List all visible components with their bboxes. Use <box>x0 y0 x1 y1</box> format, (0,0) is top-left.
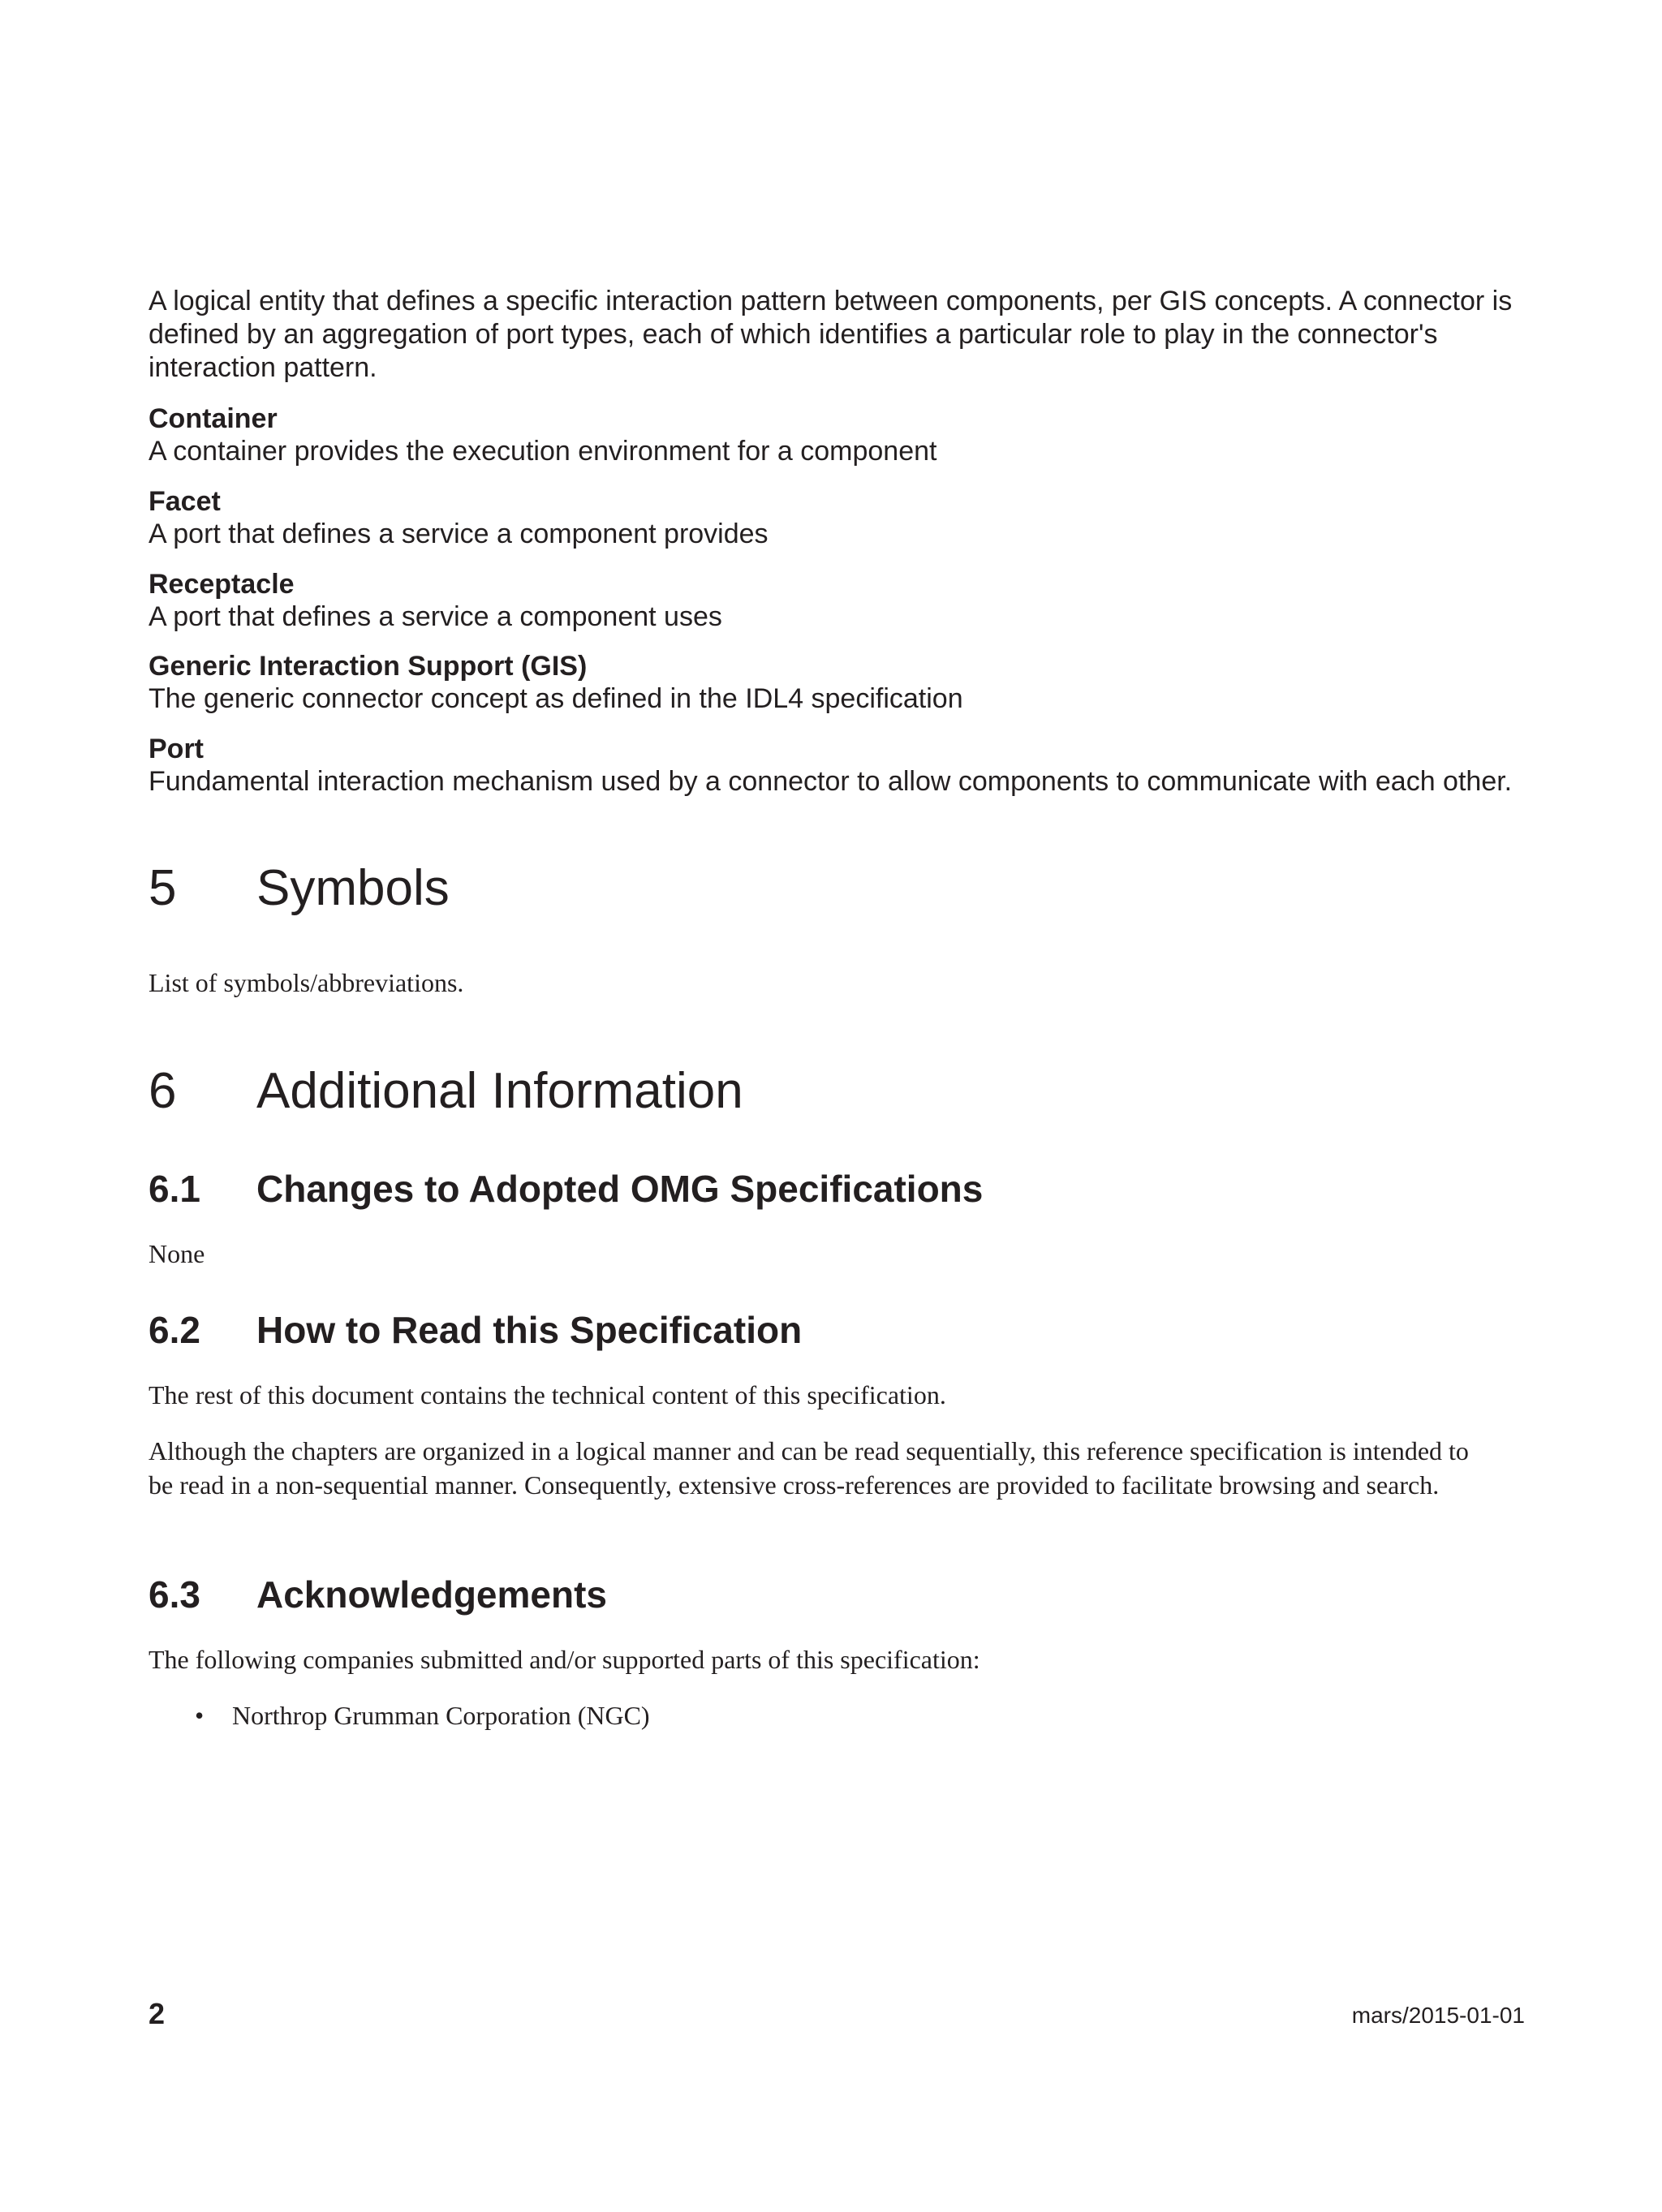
term-definition: A container provides the execution environment for a component <box>149 436 937 467</box>
subsection-6-3-heading <box>149 1573 607 1616</box>
section-5-body: List of symbols/abbreviations. <box>149 968 464 997</box>
list-item-text: Northrop Grumman Corporation (NGC) <box>232 1701 650 1730</box>
connector-definition-text: A logical entity that defines a specific interaction pattern between components, per GIS concepts. A connector is defined by an aggregation of port types, each of which identifies a particular role to play in the connector's interaction pattern. <box>149 286 1513 383</box>
term-definition: Fundamental interaction mechanism used by a connector to allow components to communicate with each other. <box>149 766 1513 797</box>
subsection-6-3-paragraph: The following companies submitted and/or supported parts of this specification: <box>149 1645 980 1674</box>
subsection-title: Acknowledgements <box>256 1573 607 1616</box>
subsection-6-2-heading <box>149 1308 802 1352</box>
subsection-title: Changes to Adopted OMG Specifications <box>256 1168 984 1210</box>
subsection-number: 6.3 <box>149 1573 200 1616</box>
term-title: Port <box>149 734 204 764</box>
list-item <box>195 1698 650 1732</box>
subsection-6-2-paragraph: The rest of this document contains the technical content of this specification. <box>149 1380 946 1409</box>
document-id: mars/2015-01-01 <box>1351 2003 1525 2028</box>
subsection-6-2-paragraph: Although the chapters are organized in a logical manner and can be read sequentially, this reference specification is intended to be read in a non-sequential manner. Consequently, extensive cross-references are provided to facilitate browsing and search. <box>149 1436 1469 1500</box>
page-number: 2 <box>149 1997 166 2030</box>
term-title: Generic Interaction Support (GIS) <box>149 651 588 682</box>
section-title: Additional Information <box>256 1063 743 1119</box>
term-title: Receptacle <box>149 569 295 600</box>
subsection-6-1-body: None <box>149 1239 205 1268</box>
subsection-6-1-heading <box>149 1167 983 1211</box>
term-port <box>149 733 1544 798</box>
term-container <box>149 402 1544 467</box>
term-gis <box>149 650 1544 715</box>
section-number: 6 <box>149 1063 177 1119</box>
section-6-heading <box>149 1063 743 1120</box>
term-definition: A port that defines a service a component provides <box>149 519 769 549</box>
subsection-title: How to Read this Specification <box>256 1309 803 1351</box>
term-receptacle <box>149 568 1544 633</box>
section-number: 5 <box>149 860 177 916</box>
subsection-number: 6.1 <box>149 1168 200 1210</box>
term-title: Facet <box>149 486 221 517</box>
term-facet <box>149 485 1544 550</box>
section-title: Symbols <box>256 860 450 916</box>
subsection-number: 6.2 <box>149 1309 200 1351</box>
term-definition: A port that defines a service a component uses <box>149 601 722 632</box>
term-title: Container <box>149 403 278 434</box>
section-5-heading <box>149 860 450 917</box>
bullet-icon: • <box>195 1701 205 1730</box>
term-definition: The generic connector concept as defined in the IDL4 specification <box>149 683 963 714</box>
